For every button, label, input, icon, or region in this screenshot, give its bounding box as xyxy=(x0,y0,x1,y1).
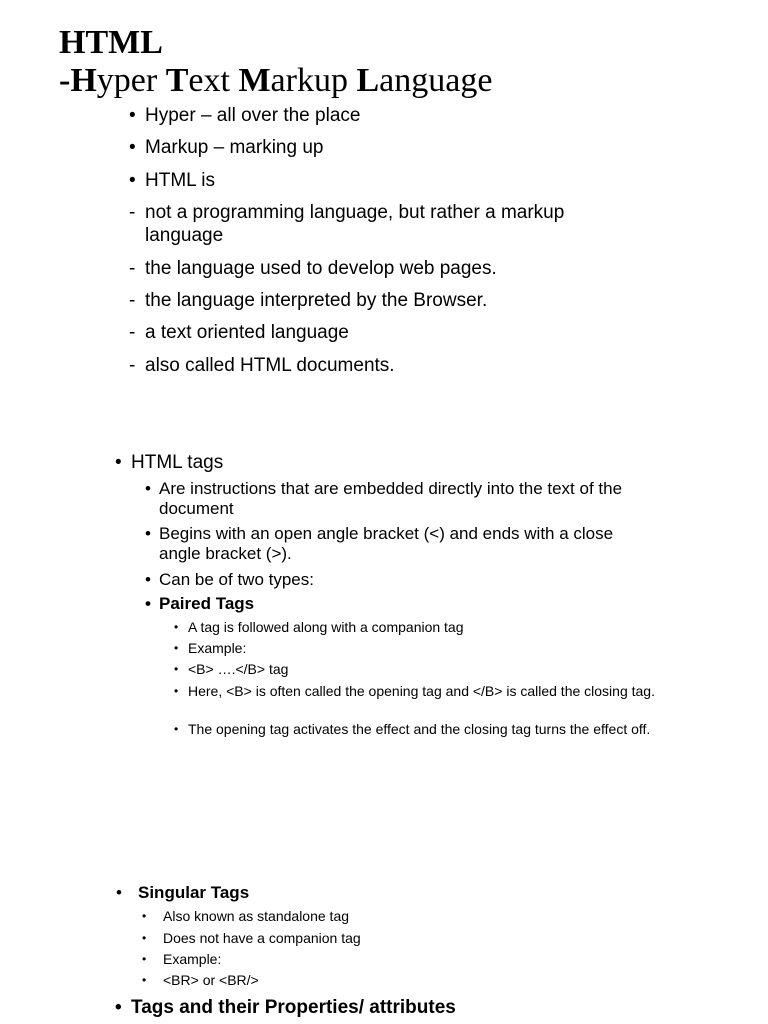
bullet-mark: • xyxy=(116,883,122,902)
dash-mark: - xyxy=(129,322,136,343)
section-heading-html-tags xyxy=(115,451,224,474)
list-item-text: the language interpreted by the Browser. xyxy=(145,290,488,311)
list-item xyxy=(174,661,289,678)
list-item-text: a text oriented language xyxy=(145,322,349,343)
bullet-mark: • xyxy=(129,105,136,126)
section-heading-properties xyxy=(115,996,456,1019)
bullet-mark: • xyxy=(142,973,147,987)
list-item xyxy=(142,930,361,947)
list-item-text: Hyper – all over the place xyxy=(145,105,361,126)
bullet-mark: • xyxy=(142,931,147,945)
list-item xyxy=(174,721,658,738)
section-heading-paired-tags xyxy=(145,594,255,614)
list-item-text: Here, <B> is often called the opening tag and </B> is called the closing tag. xyxy=(188,683,655,699)
bullet-mark: • xyxy=(174,684,179,698)
list-item xyxy=(174,619,464,636)
list-item xyxy=(129,104,361,127)
bullet-mark: • xyxy=(145,570,151,589)
list-item-text: HTML is xyxy=(145,170,216,191)
list-item xyxy=(129,136,324,159)
list-item xyxy=(129,289,488,312)
list-item xyxy=(129,354,395,377)
dash-mark: - xyxy=(129,355,136,376)
list-item-text: A tag is followed along with a companion tag xyxy=(188,619,464,635)
bullet-mark: • xyxy=(174,662,179,676)
bullet-mark: • xyxy=(145,594,151,613)
bullet-mark: • xyxy=(129,137,136,158)
list-item-text: Singular Tags xyxy=(138,883,250,902)
section-heading-singular-tags xyxy=(116,883,250,903)
list-item-text: HTML tags xyxy=(131,452,224,473)
bullet-mark: • xyxy=(115,997,122,1018)
list-item-text: Example: xyxy=(188,640,247,656)
list-item-text: Does not have a companion tag xyxy=(163,930,361,946)
list-item-text: also called HTML documents. xyxy=(145,355,395,376)
list-item-text: Paired Tags xyxy=(159,594,255,613)
bullet-mark: • xyxy=(145,479,151,498)
title-word-markup: arkup xyxy=(270,62,357,99)
bullet-mark: • xyxy=(142,952,147,966)
list-item-text: <B> ….</B> tag xyxy=(188,661,289,677)
list-item xyxy=(145,524,649,564)
list-item-text: Are instructions that are embedded directly into the text of the document xyxy=(159,479,623,518)
title-word-text: ext xyxy=(188,62,239,99)
title-initial-h: H xyxy=(70,62,97,99)
list-item-text: <BR> or <BR/> xyxy=(163,972,259,988)
list-item xyxy=(174,640,247,657)
bullet-mark: • xyxy=(142,909,147,923)
title-initial-t: T xyxy=(165,62,189,99)
list-item-text: Also known as standalone tag xyxy=(163,908,350,924)
list-item xyxy=(129,321,349,344)
title-word-hyper: yper xyxy=(96,62,166,99)
list-item-text: Markup – marking up xyxy=(145,137,324,158)
bullet-mark: • xyxy=(174,641,179,655)
title-initial-l: L xyxy=(356,62,380,99)
title-line-2 xyxy=(59,62,492,100)
list-item xyxy=(145,570,314,590)
dash-mark: - xyxy=(129,290,136,311)
bullet-mark: • xyxy=(115,452,122,473)
list-item xyxy=(145,479,669,519)
list-item-text: not a programming language, but rather a markup language xyxy=(145,202,565,246)
list-item-text: The opening tag activates the effect and the closing tag turns the effect off. xyxy=(188,721,651,737)
list-item-text: Begins with an open angle bracket (<) and ends with a close angle bracket (>). xyxy=(159,524,614,563)
title-word-language: anguage xyxy=(379,62,493,99)
list-item xyxy=(174,683,658,700)
list-item xyxy=(142,951,222,968)
bullet-mark: • xyxy=(145,524,151,543)
list-item-text: Tags and their Properties/ attributes xyxy=(131,997,456,1018)
list-item xyxy=(129,201,615,247)
title-initial-m: M xyxy=(238,62,271,99)
bullet-mark: • xyxy=(129,170,136,191)
list-item-text: the language used to develop web pages. xyxy=(145,258,497,279)
list-item-text: Example: xyxy=(163,951,222,967)
list-item xyxy=(142,908,350,925)
list-item xyxy=(129,169,216,192)
title-line-1: HTML xyxy=(59,24,163,61)
bullet-mark: • xyxy=(174,620,179,634)
list-item xyxy=(142,972,259,989)
dash-mark: - xyxy=(129,202,136,223)
bullet-mark: • xyxy=(174,722,179,736)
page-title xyxy=(59,24,492,100)
dash-mark: - xyxy=(129,258,136,279)
list-item xyxy=(129,257,497,280)
list-item-text: Can be of two types: xyxy=(159,570,314,589)
title-dash: - xyxy=(59,62,71,99)
